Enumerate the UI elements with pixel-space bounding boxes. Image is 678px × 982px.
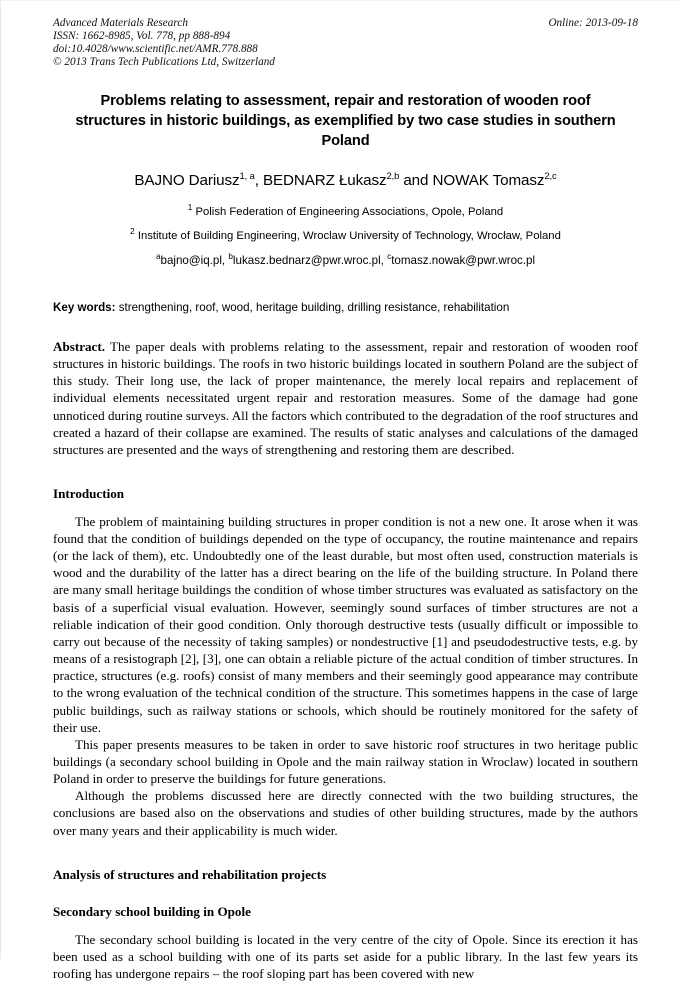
issn-volume-pages: ISSN: 1662-8985, Vol. 778, pp 888-894 bbox=[53, 30, 231, 43]
doi-line: doi:10.4028/www.scientific.net/AMR.778.888 bbox=[53, 43, 258, 56]
abstract-block bbox=[53, 338, 638, 458]
author-list bbox=[53, 172, 638, 190]
author-1-name: BAJNO Dariusz bbox=[134, 172, 240, 190]
affiliation-2-text: Institute of Building Engineering, Wroclaw University of Technology, Wrocław, Poland bbox=[134, 230, 561, 243]
page-content bbox=[1, 1, 678, 982]
email-1-marker: a bbox=[155, 252, 161, 262]
affiliation-1-text: Polish Federation of Engineering Associations, Opole, Poland bbox=[192, 206, 504, 219]
section-heading-analysis: Analysis of structures and rehabilitation projects bbox=[53, 866, 327, 882]
paragraph: The secondary school building is located in the very centre of the city of Opole. Since its erection it has been used as a school building with one of its parts set aside for a public library. In the last few years its roofing has undergone repairs – the roof sloping part has been covered with new bbox=[53, 931, 638, 982]
keywords-line bbox=[53, 300, 638, 316]
keywords-label: Key words: bbox=[53, 301, 116, 315]
keywords-value: strengthening, roof, wood, heritage building, drilling resistance, rehabilitation bbox=[115, 301, 510, 315]
online-date: Online: 2013-09-18 bbox=[548, 17, 638, 29]
author-separator-2: and bbox=[399, 172, 433, 190]
affiliation-1-marker: 1 bbox=[187, 203, 193, 213]
affiliation-2-marker: 2 bbox=[130, 227, 135, 237]
email-2[interactable]: lukasz.bednarz@pwr.wroc.pl, bbox=[232, 254, 388, 268]
copyright-line: © 2013 Trans Tech Publications Ltd, Switzerland bbox=[53, 56, 275, 69]
section-heading-introduction: Introduction bbox=[53, 485, 125, 501]
email-1[interactable]: bajno@iq.pl, bbox=[160, 254, 229, 268]
subsection-heading-secondary-school-opole: Secondary school building in Opole bbox=[53, 903, 251, 919]
email-3[interactable]: tomasz.nowak@pwr.wroc.pl bbox=[391, 254, 536, 268]
running-head bbox=[53, 17, 638, 69]
paragraph: This paper presents measures to be taken in order to save historic roof structures in two heritage public buildings (a secondary school building in Opole and the main railway station in Wroclaw) located in southern Poland in order to preserve the buildings for future generations. bbox=[53, 736, 638, 787]
paragraph: The problem of maintaining building structures in proper condition is not a new one. It arose when it was found that the condition of buildings depended on the type of occupancy, the routine maintenance and repairs (or the lack of them), etc. Undoubtedly one of the least durable, but most often used, construction materials is wood and the durability of the latter has a direct bearing on the life of the building structure. In Poland there are many small heritage buildings the condition of whose timber structures was evaluated as satisfactory on the basis of a superficial visual evaluation. However, seemingly sound surfaces of timber structures are not a reliable indication of their good condition. Only thorough destructive tests (usually difficult or impossible to carry out because of the necessity of taking samples) or nondestructive [1] and pseudodestructive tests, e.g. by means of a resistograph [2], [3], one can obtain a reliable picture of the actual condition of timber structures. In practice, structures (e.g. roofs) consist of many members and their seemingly good appearance may contribute to the wrong evaluation of the technical condition of the structure. This sometimes happens in the case of large public buildings, such as railway stations or schools, which should be routinely monitored for the safety of their use. bbox=[53, 513, 638, 735]
paragraph: Although the problems discussed here are directly connected with the two building structures, the conclusions are based also on the observations and studies of other building structures, made by the authors over many years and their applicability is much wider. bbox=[53, 788, 638, 838]
author-3-affiliation-marker: 2,c bbox=[544, 170, 557, 182]
author-3-name: NOWAK Tomasz bbox=[432, 172, 545, 190]
affiliation-1 bbox=[53, 204, 638, 220]
email-3-marker: c bbox=[387, 252, 392, 262]
journal-name: Advanced Materials Research bbox=[53, 17, 188, 29]
abstract-label: Abstract. bbox=[53, 339, 105, 355]
page-title: Problems relating to assessment, repair and restoration of wooden roof structures in historic buildings, as exemplified by two case studies in southern Poland bbox=[75, 93, 616, 149]
email-2-marker: b bbox=[228, 252, 233, 262]
author-2-name: BEDNARZ Łukasz bbox=[262, 172, 387, 190]
author-emails bbox=[53, 253, 638, 269]
author-2-affiliation-marker: 2,b bbox=[386, 170, 400, 182]
abstract-text: The paper deals with problems relating to the assessment, repair and restoration of wooden roof structures in historic buildings. The roofs in two historic buildings located in southern Poland are the subject of this study. Their long use, the lack of proper maintenance, the merely local repairs and replacement of individual elements necessitated urgent repair and restoration measures. Some of the damage had gone unnoticed during routine surveys. All the factors which contributed to the degradation of the roof structures and created a hazard of their collapse are examined. The results of static analyses and calculations of the damaged structures are presented and the ways of strengthening and restoring them are described. bbox=[53, 339, 638, 457]
author-separator-1: , bbox=[254, 172, 263, 190]
author-1-affiliation-marker: 1, a bbox=[239, 170, 255, 182]
affiliation-2 bbox=[53, 228, 638, 244]
section-body-introduction bbox=[53, 513, 638, 839]
